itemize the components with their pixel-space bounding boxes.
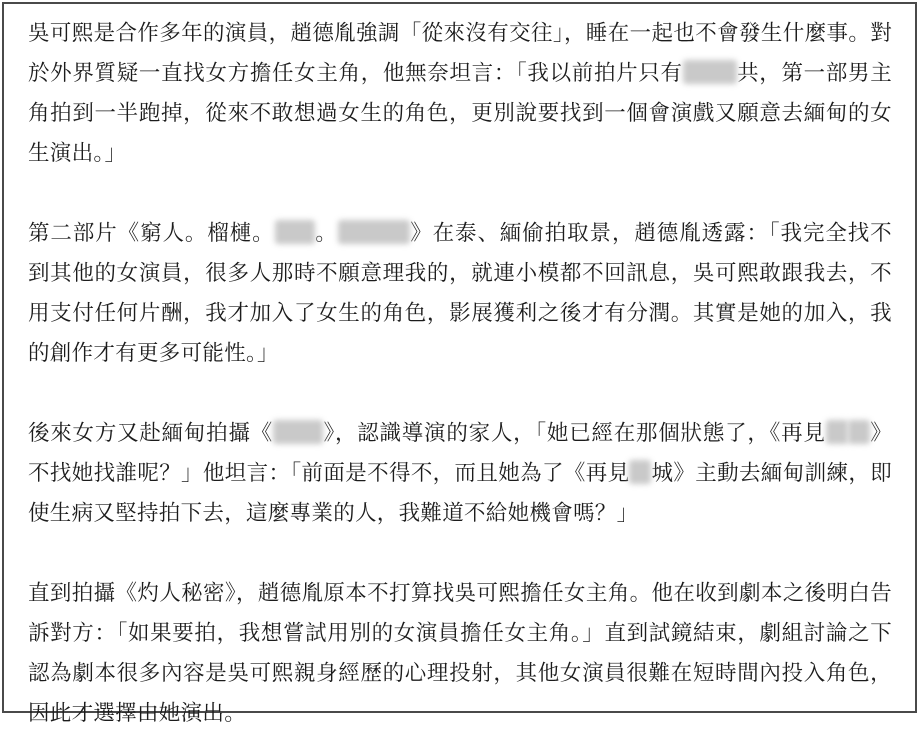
paragraph-text: 城》主動去緬甸訓練，即使生病又堅持拍下去，這麼專業的人，我難道不給她機會嗎？」 (28, 461, 892, 526)
paragraph-text: 直到拍攝《灼人秘密》，趙德胤原本不打算找吳可熙擔任女主角。他在收到劇本之後明白告訴對方：「如果要拍，我想嘗試用別的女演員擔任女主角。」直到試鏡結束，劇組討論之下認為劇本很多內容是吳可熙親身經歷的心理投射，其他女演員很難在短時間內投入角色，因此才選擇由她演出。 (28, 581, 892, 726)
paragraph-text: 。 (314, 221, 338, 246)
article-paragraph (28, 574, 892, 734)
redacted-blur (338, 220, 410, 244)
redacted-blur (275, 220, 315, 244)
article-body (28, 14, 892, 734)
article-frame (2, 2, 917, 726)
paragraph-text: 》不找她找誰呢？」他坦言：「前面是不得不，而且她為了《再見 (28, 421, 892, 486)
redacted-blur (848, 420, 870, 444)
paragraph-text: 共，第一部男主角拍到一半跑掉，從來不敢想過女生的角色，更別說要找到一個會演戲又願意去緬甸的女生演出。」 (28, 61, 892, 166)
paragraph-text: 第二部片《窮人。榴槤。 (28, 221, 275, 246)
paragraph-text: 後來女方又赴緬甸拍攝《 (28, 421, 273, 446)
article-paragraph (28, 414, 892, 534)
paragraph-text: 吳可熙是合作多年的演員，趙德胤強調「從來沒有交往」，睡在一起也不會發生什麼事。對於外界質疑一直找女方擔任女主角，他無奈坦言：「我以前拍片只有 (28, 21, 892, 86)
redacted-blur (683, 60, 737, 84)
redacted-blur (629, 460, 651, 484)
article-paragraph (28, 214, 892, 374)
article-paragraph (28, 14, 892, 174)
redacted-blur (826, 420, 848, 444)
paragraph-text: 》，認識導演的家人，「她已經在那個狀態了，《再見 (322, 421, 826, 446)
paragraph-text: 》在泰、緬偷拍取景，趙德胤透露：「我完全找不到其他的女演員，很多人那時不願意理我的，就連小模都不回訊息，吳可熙敢跟我去，不用支付任何片酬，我才加入了女生的角色，影展獲利之後才有分潤。其實是她的加入，我的創作才有更多可能性。」 (28, 221, 892, 366)
redacted-blur (273, 420, 323, 444)
